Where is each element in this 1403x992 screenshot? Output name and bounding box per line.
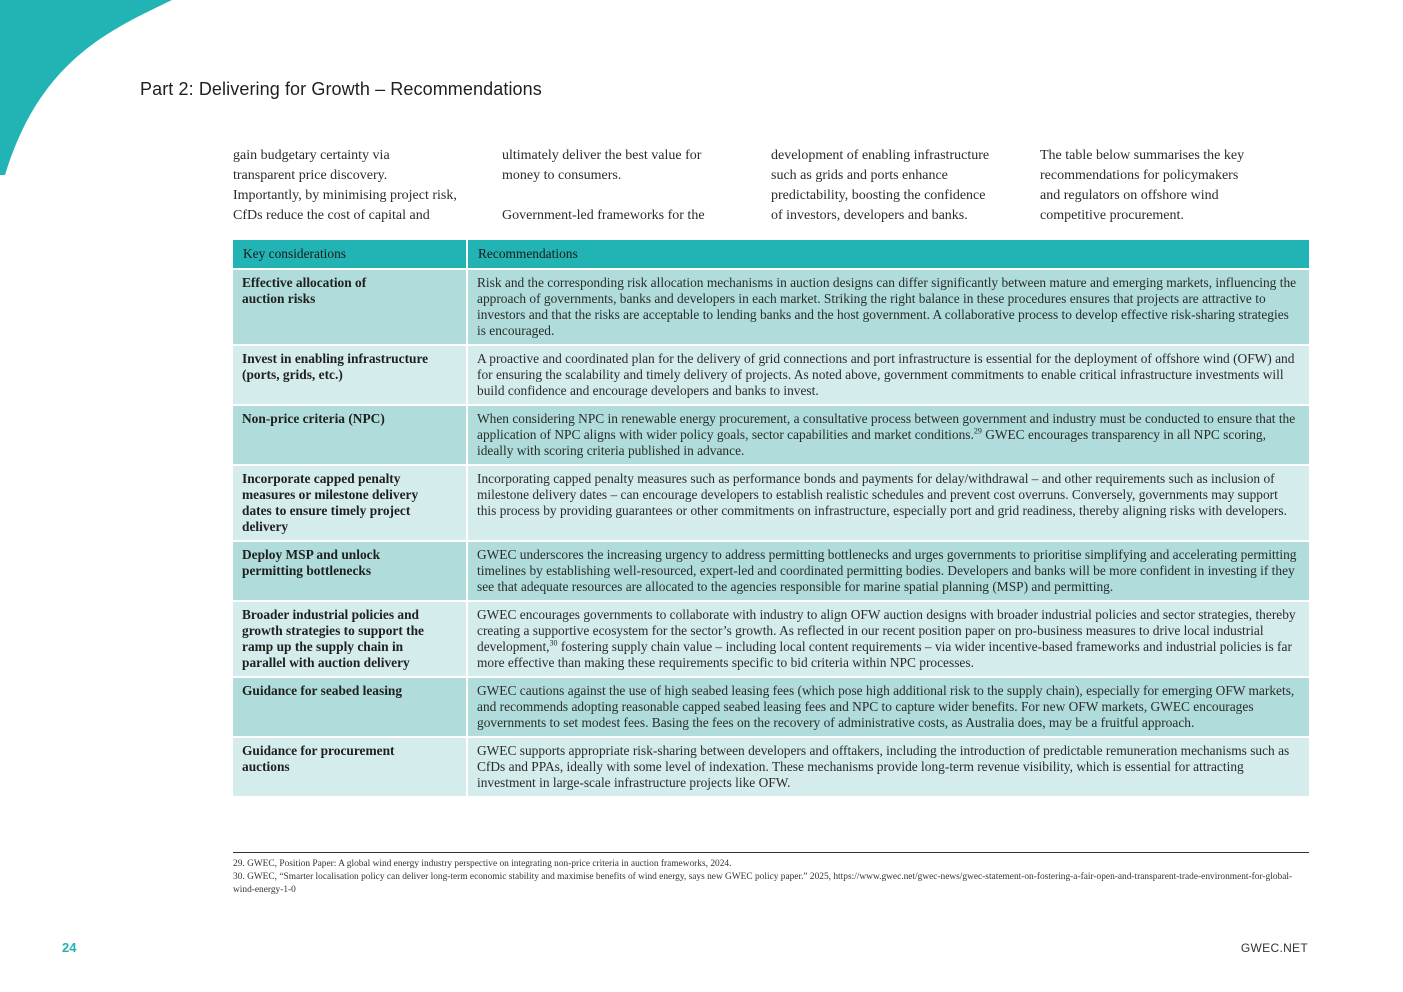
footnote-ref: 29 (973, 426, 982, 436)
footnote-divider (233, 852, 1309, 853)
row-key (233, 738, 466, 796)
key-text: Effective allocation of auction risks (242, 275, 367, 306)
site-url: GWEC.NET (1240, 941, 1308, 955)
table-row (233, 270, 1309, 344)
row-recommendation: Incorporating capped penalty measures such as performance bonds and payments for delay/withdrawal – and other requirements such as inclusion of milestone delivery dates – can encourage developers to establish realistic schedules and prevent cost overruns. Conversely, governments may support this process by providing guarantees or other commitments on infrastructure, especially port and grid readiness, thereby aligning risks with developers. (468, 466, 1309, 540)
row-key (233, 678, 466, 736)
intro-column-3: development of enabling infrastructure such as grids and ports enhance predictability, boosting the confidence of investors, developers and banks. (771, 148, 990, 223)
rec-text-before: GWEC encourages governments to collaborate with industry to align OFW auction designs with broader industrial policies and sector strategies, thereby creating a supportive ecosystem for the sector’s growth. As reflected in our recent position paper on pro-business measures to drive local industrial development, (477, 607, 1296, 654)
footnote-ref: 30 (549, 638, 558, 648)
key-text: Non-price criteria (NPC) (242, 411, 385, 426)
table-row (233, 466, 1309, 540)
intro-column-4: The table below summarises the key recommendations for policymakers and regulators on offshore wind competitive procurement. (1040, 148, 1245, 223)
rec-text-before: When considering NPC in renewable energy procurement, a consultative process between government and industry must be conducted to ensure that the application of NPC aligns with wider policy goals, sector capabilities and market conditions. (477, 411, 1296, 442)
table-header-row (233, 240, 1309, 268)
table-row (233, 406, 1309, 464)
table-row (233, 542, 1309, 600)
key-text: Broader industrial policies and growth strategies to support the ramp up the supply chain in parallel with auction delivery (242, 607, 424, 670)
key-text: Incorporate capped penalty measures or milestone delivery dates to ensure timely project delivery (242, 471, 419, 534)
row-recommendation: Risk and the corresponding risk allocation mechanisms in auction designs can differ significantly between mature and emerging markets, influencing the approach of governments, banks and developers in each market. Striking the right balance in these procedures ensures that projects are attractive to investors and that the risks are acceptable to lending banks and the host government. A collaborative process to develop effective risk-sharing strategies is encouraged. (468, 270, 1309, 344)
table-row (233, 738, 1309, 796)
rec-text-after: GWEC encourages transparency in all NPC scoring, ideally with scoring criteria published in advance. (477, 427, 1266, 458)
key-text: Guidance for seabed leasing (242, 683, 403, 698)
row-recommendation: GWEC cautions against the use of high seabed leasing fees (which pose high additional risk to the supply chain), especially for emerging OFW markets, and recommends adopting reasonable capped seabed leasing fees and NPC to capture wider benefits. For new OFW markets, GWEC encourages governments to set modest fees. Basing the fees on the recovery of administrative costs, as Australia does, may be a fruitful approach. (468, 678, 1309, 736)
footnote-29: 29. GWEC, Position Paper: A global wind energy industry perspective on integrating non-price criteria in auction frameworks, 2024. (233, 859, 732, 869)
row-recommendation: GWEC underscores the increasing urgency to address permitting bottlenecks and urges governments to prioritise simplifying and accelerating permitting timelines by establishing well-resourced, expert-led and coordinated permitting bodies. Developers and banks will be more confident in investing if they see that adequate resources are allocated to the agencies responsible for marine spatial planning (MSP) and permitting. (468, 542, 1309, 600)
row-key (233, 346, 466, 404)
footnote-30: 30. GWEC, “Smarter localisation policy can deliver long-term economic stability and maximise benefits of wind energy, says new GWEC policy paper.” 2025, https://www.gwec.net/gwec-news/gwec-statement-on-fostering-a-fair-open-and-transparent-trade-environment-for-global-wind-energy-1-0 (233, 872, 1293, 895)
footnotes (233, 858, 1309, 897)
rec-text-after: fostering supply chain value – including local content requirements – via wider incentive-based frameworks and industrial policies is far more effective than making these requirements specific to bid criteria within NPC processes. (477, 639, 1292, 670)
key-text: Deploy MSP and unlock permitting bottlenecks (242, 547, 381, 578)
key-text: Guidance for procurement auctions (242, 743, 395, 774)
intro-column-2: ultimately deliver the best value for money to consumers. Government-led frameworks for the (502, 148, 705, 223)
row-key (233, 602, 466, 676)
row-recommendation (468, 406, 1309, 464)
header-key-considerations: Key considerations (233, 240, 466, 268)
key-text: Invest in enabling infrastructure (ports, grids, etc.) (242, 351, 429, 382)
intro-text (233, 146, 1309, 226)
header-recommendations: Recommendations (468, 240, 1309, 268)
recommendations-table (231, 238, 1311, 798)
table-row (233, 346, 1309, 404)
row-key (233, 406, 466, 464)
section-title: Part 2: Delivering for Growth – Recommendations (140, 79, 542, 99)
row-recommendation: GWEC supports appropriate risk-sharing between developers and offtakers, including the introduction of predictable remuneration mechanisms such as CfDs and PPAs, ideally with some level of indexation. These mechanisms provide long-term revenue visibility, which is essential for attracting investment in large-scale infrastructure projects like OFW. (468, 738, 1309, 796)
row-recommendation: A proactive and coordinated plan for the delivery of grid connections and port infrastructure is essential for the deployment of offshore wind (OFW) and for ensuring the scalability and timely delivery of projects. As noted above, government commitments to enable critical infrastructure investments will build confidence and encourage developers and banks to invest. (468, 346, 1309, 404)
row-key (233, 542, 466, 600)
table-row (233, 602, 1309, 676)
table-row (233, 678, 1309, 736)
intro-column-1: gain budgetary certainty via transparent price discovery. Importantly, by minimising project risk, CfDs reduce the cost of capital and (233, 148, 457, 223)
row-recommendation (468, 602, 1309, 676)
row-key (233, 270, 466, 344)
page-number: 24 (62, 940, 77, 955)
row-key (233, 466, 466, 540)
